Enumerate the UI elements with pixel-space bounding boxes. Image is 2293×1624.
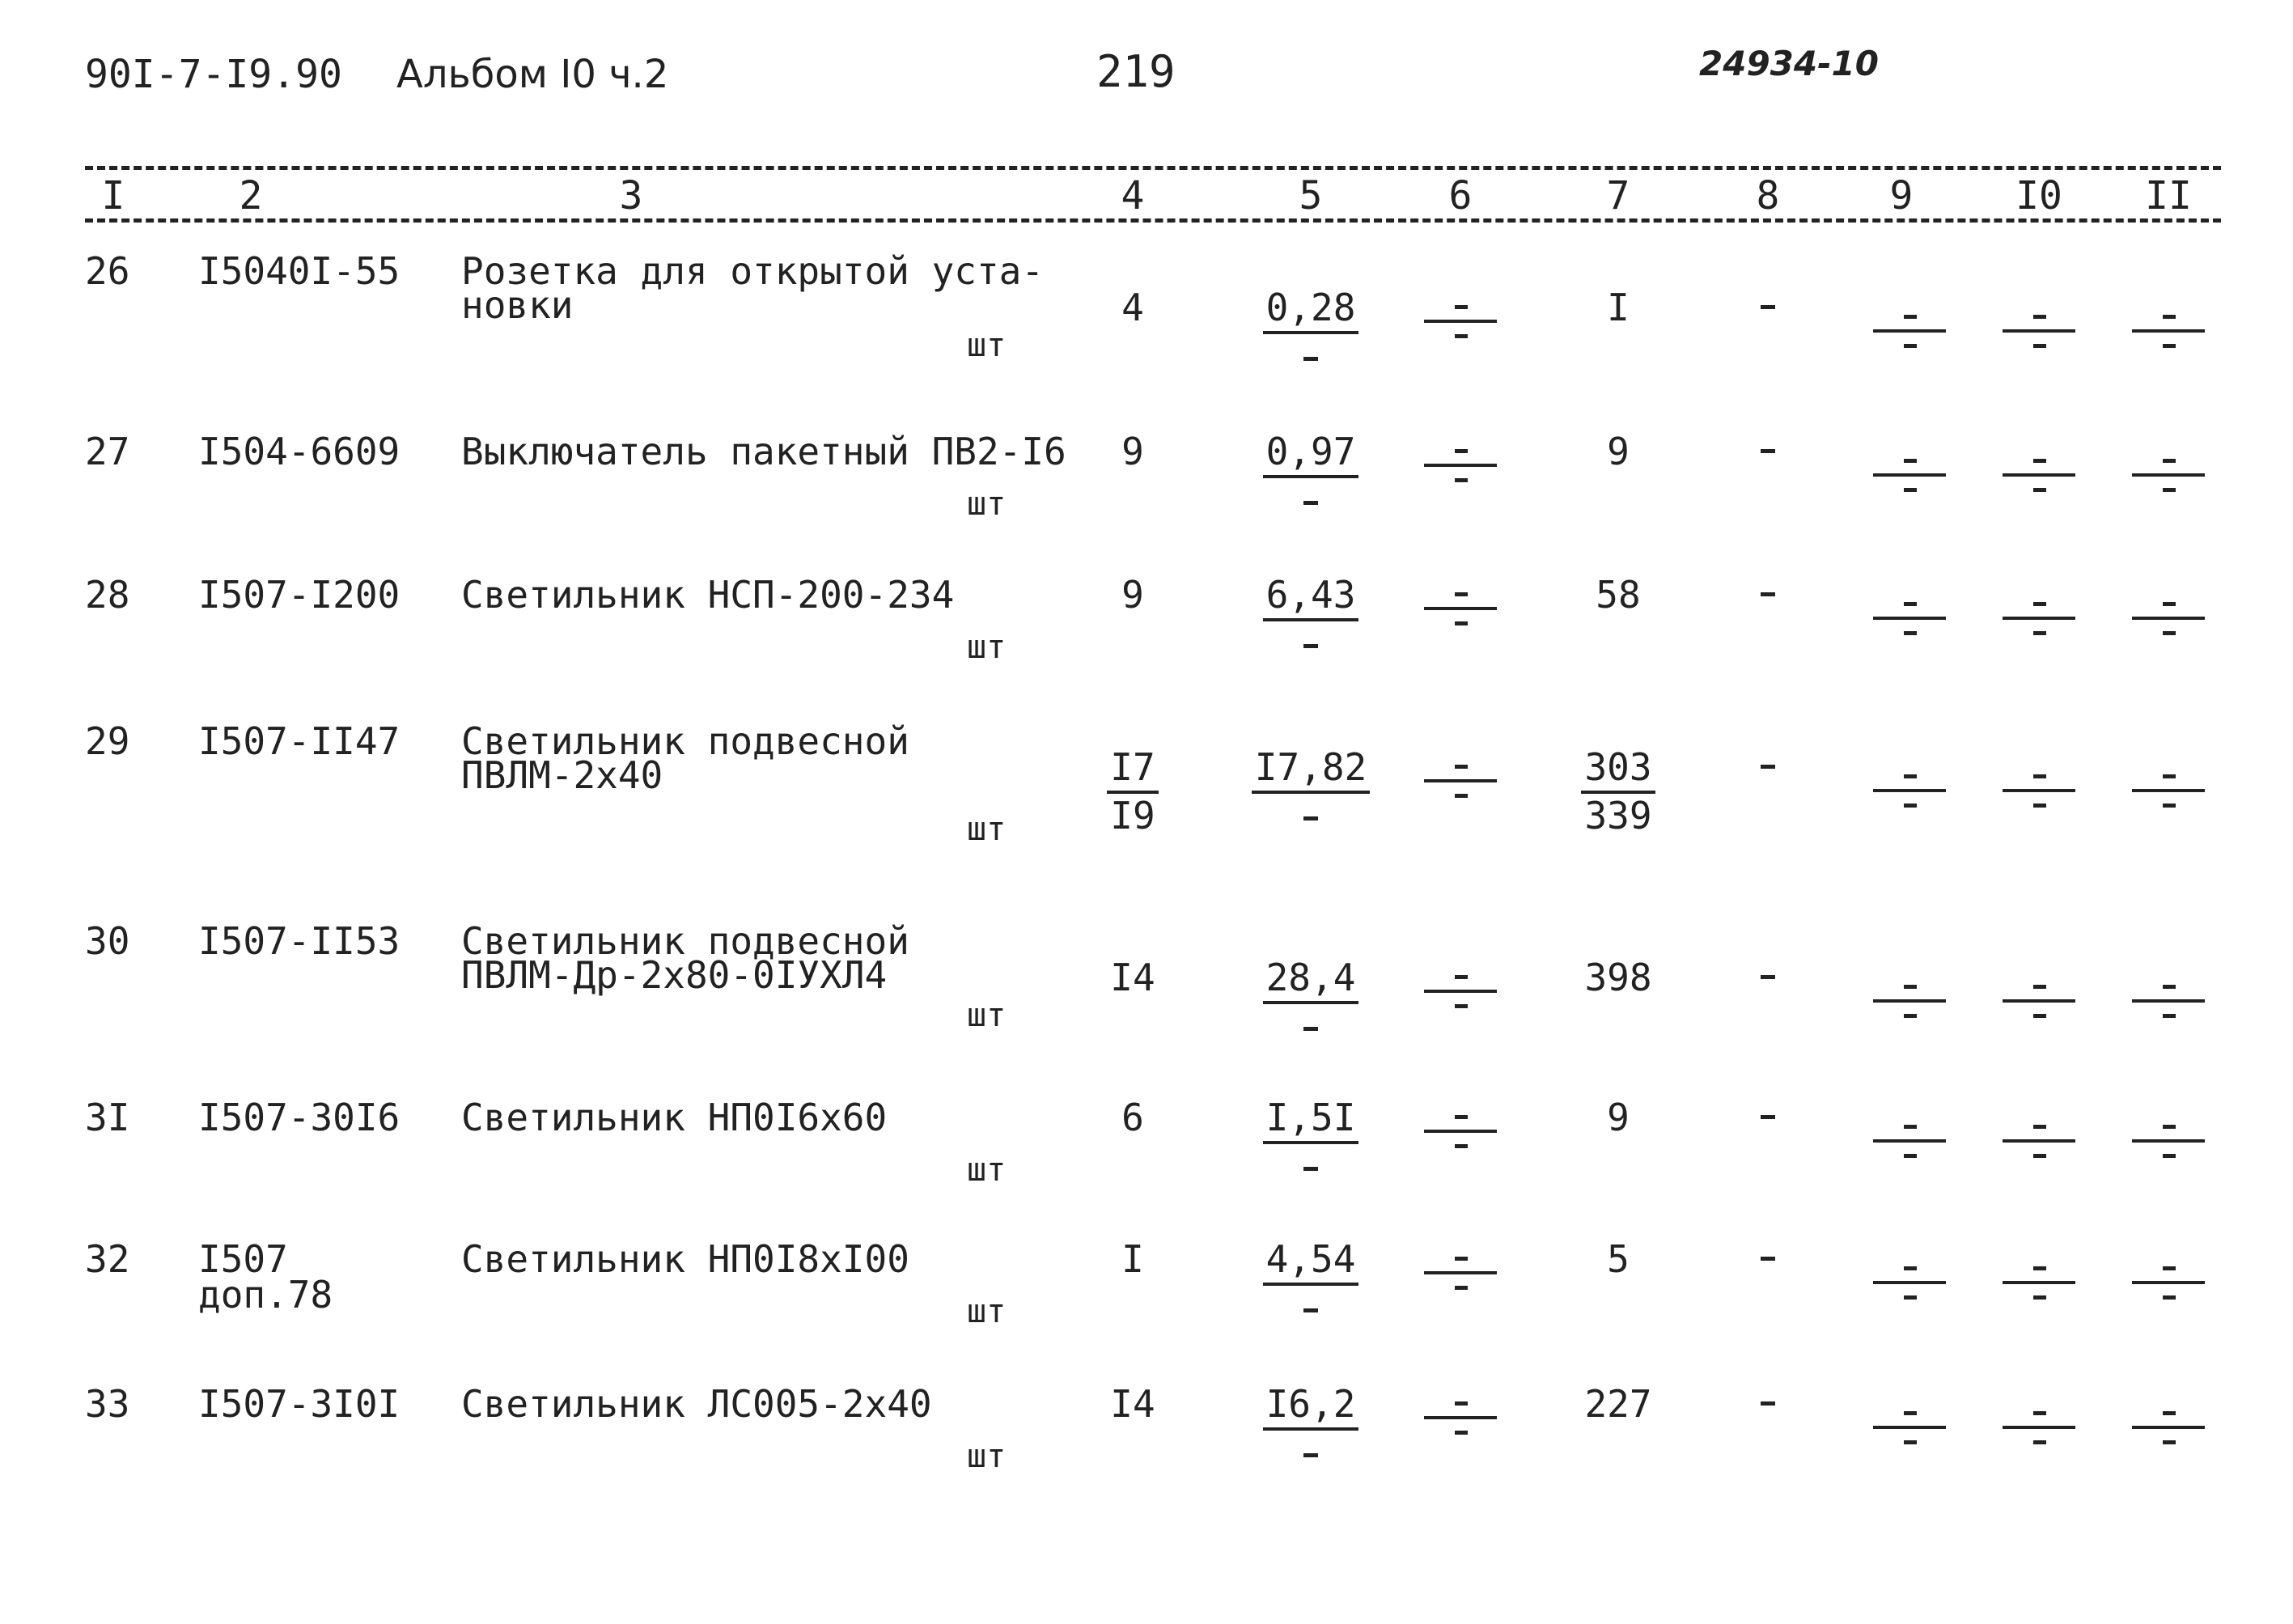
price-denominator: [1303, 478, 1318, 519]
dash-fraction-col10: [2003, 307, 2075, 355]
quantity: [1068, 745, 1197, 837]
unit: шт: [967, 811, 1007, 848]
price: [1246, 573, 1375, 662]
dash-col8: [1761, 592, 1775, 596]
quantity: I4: [1110, 1382, 1155, 1426]
quantity: 9: [1121, 430, 1144, 473]
row-number: 30: [85, 919, 130, 963]
total: 5: [1607, 1237, 1630, 1281]
item-name-line2: ПВЛМ-Др-2х80-0IУХЛ4: [461, 953, 888, 997]
item-code: I507-II47: [198, 719, 401, 763]
dash-fraction-col10: [2003, 594, 2075, 642]
dash-fraction-col10: [2003, 977, 2075, 1025]
item-name: Розетка для открытой уста-: [461, 249, 1045, 293]
price-numerator: I,5I: [1263, 1099, 1359, 1144]
total: [1553, 745, 1683, 837]
dash-fraction-col6: [1424, 441, 1497, 490]
dash-fraction-col9: [1873, 307, 1946, 355]
total: 398: [1584, 956, 1652, 999]
dash-fraction-col6: [1424, 1107, 1497, 1155]
dash-fraction-col9: [1873, 594, 1946, 642]
dash-fraction-col11: [2132, 1403, 2205, 1452]
dash-fraction-col11: [2132, 977, 2205, 1025]
price: [1246, 1237, 1375, 1326]
price-numerator: 6,43: [1263, 576, 1359, 621]
price-denominator: [1303, 1004, 1318, 1045]
item-name-line2: новки: [461, 283, 574, 327]
dash-fraction-col9: [1873, 1258, 1946, 1307]
dash-fraction-col9: [1873, 451, 1946, 499]
price-denominator: [1303, 1431, 1318, 1471]
total: 9: [1607, 430, 1630, 473]
row-number: 3I: [85, 1096, 130, 1139]
price: [1246, 430, 1375, 519]
total: 58: [1596, 573, 1641, 617]
dash-fraction-col10: [2003, 1117, 2075, 1165]
item-name: Светильник НП0I6х60: [461, 1096, 888, 1139]
item-name: Выключатель пакетный ПВ2-I6: [461, 430, 1066, 473]
price-numerator: 0,28: [1263, 289, 1359, 334]
row-number: 26: [85, 249, 130, 293]
item-code: I507-30I6: [198, 1096, 401, 1139]
column-number-11: II: [2145, 173, 2192, 218]
unit: шт: [967, 1151, 1007, 1189]
dash-fraction-col10: [2003, 1403, 2075, 1452]
quantity: 6: [1121, 1096, 1144, 1139]
item-code: I5040I-55: [198, 249, 401, 293]
dash-fraction-col6: [1424, 1249, 1497, 1297]
item-code-extra: доп.78: [198, 1273, 333, 1317]
quantity: I: [1121, 1237, 1144, 1281]
header-bottom-rule: [85, 218, 2221, 223]
price: [1246, 956, 1375, 1045]
item-code: I507-3I0I: [198, 1382, 401, 1426]
dash-col8: [1761, 305, 1775, 309]
dash-fraction-col11: [2132, 451, 2205, 499]
row-number: 29: [85, 719, 130, 763]
document-code: 90I-7-I9.90: [85, 52, 342, 97]
column-number-3: 3: [619, 173, 643, 218]
dash-fraction-col10: [2003, 1258, 2075, 1307]
dash-fraction-col9: [1873, 1403, 1946, 1452]
quantity: 4: [1121, 286, 1144, 329]
album-label: Альбом I0 ч.2: [396, 52, 669, 97]
total: I: [1607, 286, 1630, 329]
unit: шт: [967, 486, 1007, 523]
dash-fraction-col11: [2132, 1258, 2205, 1307]
unit: шт: [967, 1293, 1007, 1330]
price-numerator: I7,82: [1252, 748, 1370, 794]
column-number-9: 9: [1889, 173, 1914, 218]
item-name: Светильник НСП-200-234: [461, 573, 955, 617]
column-number-7: 7: [1606, 173, 1630, 218]
unit: шт: [967, 997, 1007, 1034]
item-name-line2: ПВЛМ-2х40: [461, 753, 663, 797]
price: [1246, 745, 1375, 834]
item-code: I504-6609: [198, 430, 401, 473]
dash-fraction-col9: [1873, 977, 1946, 1025]
total-numerator: 303: [1581, 748, 1655, 794]
row-number: 33: [85, 1382, 130, 1426]
row-number: 32: [85, 1237, 130, 1281]
total: 9: [1607, 1096, 1630, 1139]
item-name: Светильник подвесной: [461, 919, 909, 963]
item-code: I507: [198, 1237, 288, 1281]
row-number: 27: [85, 430, 130, 473]
page-number: 219: [1096, 46, 1176, 97]
dash-col8: [1761, 1257, 1775, 1261]
price-denominator: [1303, 794, 1318, 834]
price: [1246, 1096, 1375, 1185]
column-number-1: I: [101, 173, 125, 218]
column-number-2: 2: [239, 173, 263, 218]
price-denominator: [1303, 621, 1318, 662]
dash-fraction-col9: [1873, 766, 1946, 815]
price-denominator: [1303, 1286, 1318, 1326]
unit: шт: [967, 327, 1007, 364]
row-number: 28: [85, 573, 130, 617]
dash-col8: [1761, 765, 1775, 769]
column-number-6: 6: [1448, 173, 1473, 218]
total: 227: [1584, 1382, 1652, 1426]
document-number: 24934-10: [1699, 44, 1879, 83]
dash-fraction-col11: [2132, 766, 2205, 815]
unit: шт: [967, 1438, 1007, 1475]
item-name: Светильник подвесной: [461, 719, 909, 763]
dash-fraction-col11: [2132, 307, 2205, 355]
dash-col8: [1761, 1115, 1775, 1119]
dash-col8: [1761, 449, 1775, 453]
dash-fraction-col6: [1424, 757, 1497, 805]
column-number-4: 4: [1121, 173, 1145, 218]
quantity-numerator: I7: [1107, 748, 1158, 794]
price-numerator: 28,4: [1263, 959, 1359, 1004]
quantity: I4: [1110, 956, 1155, 999]
item-name: Светильник ЛС005-2х40: [461, 1382, 932, 1426]
dash-fraction-col11: [2132, 594, 2205, 642]
item-code: I507-II53: [198, 919, 401, 963]
price-denominator: [1303, 1144, 1318, 1185]
dash-fraction-col6: [1424, 297, 1497, 346]
price-numerator: 0,97: [1263, 433, 1359, 478]
unit: шт: [967, 629, 1007, 666]
column-number-5: 5: [1299, 173, 1323, 218]
dash-fraction-col9: [1873, 1117, 1946, 1165]
dash-col8: [1761, 1401, 1775, 1406]
total-denominator: 339: [1584, 794, 1652, 837]
price-numerator: I6,2: [1263, 1385, 1359, 1431]
dash-fraction-col6: [1424, 1393, 1497, 1442]
dash-fraction-col6: [1424, 967, 1497, 1016]
dash-fraction-col10: [2003, 451, 2075, 499]
price-numerator: 4,54: [1263, 1240, 1359, 1286]
quantity: 9: [1121, 573, 1144, 617]
dash-fraction-col11: [2132, 1117, 2205, 1165]
header-top-rule: [85, 166, 2221, 170]
item-name: Светильник НП0I8хI00: [461, 1237, 909, 1281]
item-code: I507-I200: [198, 573, 401, 617]
quantity-denominator: I9: [1110, 794, 1155, 837]
price-denominator: [1303, 334, 1318, 375]
column-number-8: 8: [1756, 173, 1780, 218]
price: [1246, 286, 1375, 375]
dash-col8: [1761, 975, 1775, 979]
price: [1246, 1382, 1375, 1471]
column-number-10: I0: [2015, 173, 2062, 218]
dash-fraction-col6: [1424, 584, 1497, 633]
dash-fraction-col10: [2003, 766, 2075, 815]
